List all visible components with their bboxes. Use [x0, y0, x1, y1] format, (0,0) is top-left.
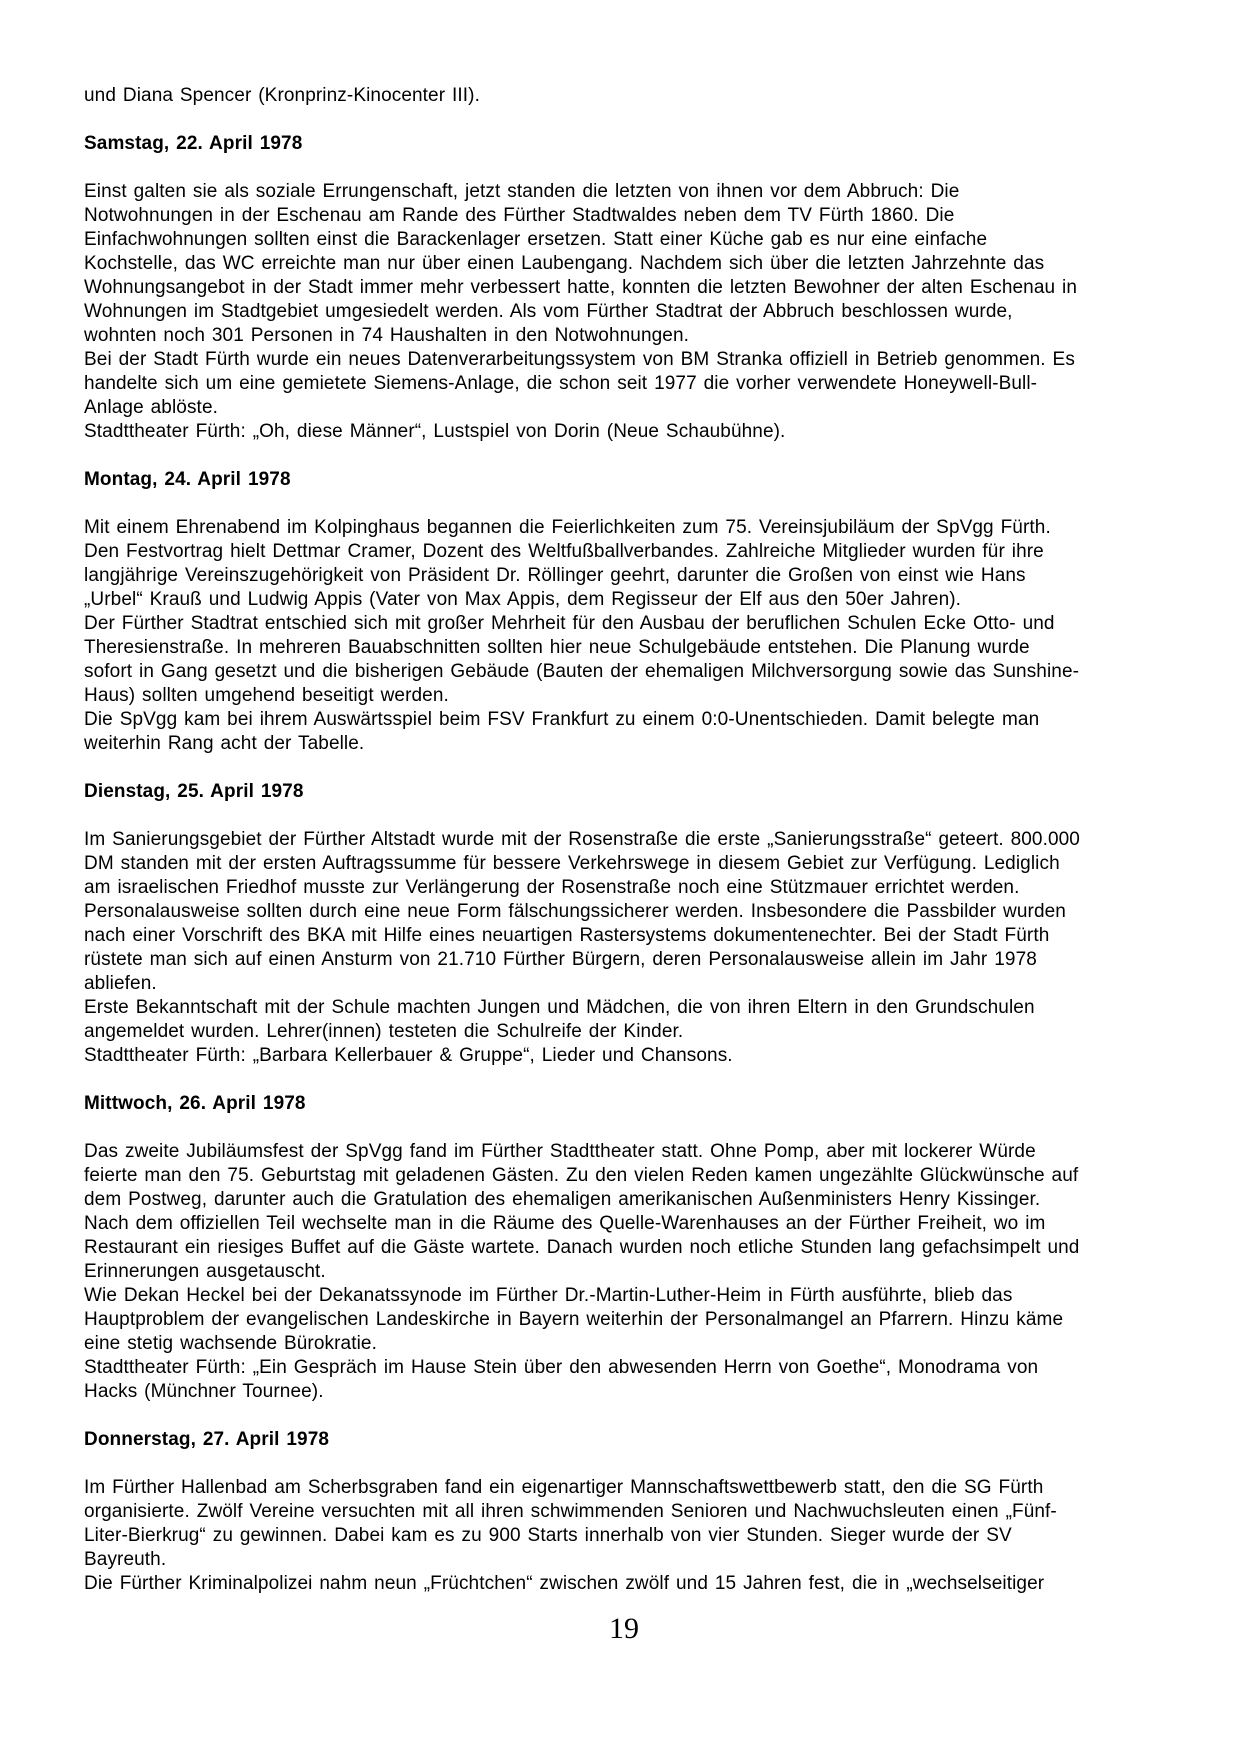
text-line: Einst galten sie als soziale Errungenschaft, jetzt standen die letzten von ihnen vor dem Abbruch: Die — [84, 181, 960, 202]
text-line: Erinnerungen ausgetauscht. — [84, 1261, 326, 1282]
text-line: Wohnungsangebot in der Stadt immer mehr verbessert hatte, konnten die letzten Bewohner der alten Eschenau in — [84, 277, 1078, 298]
text-line: Wohnungen im Stadtgebiet umgesiedelt werden. Als vom Fürther Stadtrat der Abbruch beschlossen wurde, — [84, 301, 1013, 322]
heading-samstag-22-april-1978: Samstag, 22. April 1978 — [84, 133, 303, 154]
text-line: dem Postweg, darunter auch die Gratulation des ehemaligen amerikanischen Außenministers Henry Kissinger. — [84, 1189, 1041, 1210]
text-line: sofort in Gang gesetzt und die bisherigen Gebäude (Bauten der ehemaligen Milchversorgung sowie das Sunshine- — [84, 661, 1080, 682]
text-line: weiterhin Rang acht der Tabelle. — [84, 733, 365, 754]
text-line: Bei der Stadt Fürth wurde ein neues Datenverarbeitungssystem von BM Stranka offiziell in Betrieb genommen. Es — [84, 349, 1075, 370]
text-line: Den Festvortrag hielt Dettmar Cramer, Dozent des Weltfußballverbandes. Zahlreiche Mitglieder wurden für ihre — [84, 541, 1044, 562]
text-line: Liter-Bierkrug“ zu gewinnen. Dabei kam es zu 900 Starts innerhalb von vier Stunden. Sieger wurde der SV — [84, 1525, 1012, 1546]
text-line: Theresienstraße. In mehreren Bauabschnitten sollten hier neue Schulgebäude entstehen. Die Planung wurde — [84, 637, 1030, 658]
text-line: rüstete man sich auf einen Ansturm von 21.710 Fürther Bürgern, deren Personalausweise allein im Jahr 1978 — [84, 949, 1037, 970]
heading-mittwoch-26-april-1978: Mittwoch, 26. April 1978 — [84, 1093, 306, 1114]
text-line: Haus) sollten umgehend beseitigt werden. — [84, 685, 449, 706]
text-line: nach einer Vorschrift des BKA mit Hilfe eines neuartigen Rastersystems dokumentenechter. Bei der Stadt Fürth — [84, 925, 1050, 946]
heading-montag-24-april-1978: Montag, 24. April 1978 — [84, 469, 291, 490]
text-line: Erste Bekanntschaft mit der Schule machten Jungen und Mädchen, die von ihren Eltern in den Grundschulen — [84, 997, 1035, 1018]
heading-donnerstag-27-april-1978: Donnerstag, 27. April 1978 — [84, 1429, 330, 1450]
page-content — [84, 84, 1164, 1596]
text-line: wohnten noch 301 Personen in 74 Haushalten in den Notwohnungen. — [84, 325, 690, 346]
text-line: „Urbel“ Krauß und Ludwig Appis (Vater von Max Appis, dem Regisseur der Elf aus den 50er Jahren). — [84, 589, 962, 610]
text-line: Kochstelle, das WC erreichte man nur über einen Laubengang. Nachdem sich über die letzten Jahrzehnte das — [84, 253, 1045, 274]
text-line: Stadttheater Fürth: „Oh, diese Männer“, Lustspiel von Dorin (Neue Schaubühne). — [84, 421, 786, 442]
text-line: Die Fürther Kriminalpolizei nahm neun „Früchtchen“ zwischen zwölf und 15 Jahren fest, die in „wechselseitiger — [84, 1573, 1045, 1594]
intro-line: und Diana Spencer (Kronprinz-Kinocenter III). — [84, 85, 480, 106]
text-line: handelte sich um eine gemietete Siemens-Anlage, die schon seit 1977 die vorher verwendete Honeywell-Bull- — [84, 373, 1038, 394]
text-line: Bayreuth. — [84, 1549, 167, 1570]
text-line: organisierte. Zwölf Vereine versuchten mit all ihren schwimmenden Senioren und Nachwuchsleuten einen „Fünf- — [84, 1501, 1057, 1522]
text-line: Notwohnungen in der Eschenau am Rande des Fürther Stadtwaldes neben dem TV Fürth 1860. Die — [84, 205, 955, 226]
text-line: Stadttheater Fürth: „Ein Gespräch im Hause Stein über den abwesenden Herrn von Goethe“, Monodrama von — [84, 1357, 1039, 1378]
text-line: Anlage ablöste. — [84, 397, 218, 418]
text-line: langjährige Vereinszugehörigkeit von Präsident Dr. Röllinger geehrt, darunter die Großen von einst wie Hans — [84, 565, 1026, 586]
text-line: Im Sanierungsgebiet der Fürther Altstadt wurde mit der Rosenstraße die erste „Sanierungsstraße“ geteert. 800.000 — [84, 829, 1080, 850]
text-line: Restaurant ein riesiges Buffet auf die Gäste wartete. Danach wurden noch etliche Stunden lang gefachsimpelt und — [84, 1237, 1080, 1258]
text-line: Hacks (Münchner Tournee). — [84, 1381, 324, 1402]
text-line: Das zweite Jubiläumsfest der SpVgg fand im Fürther Stadttheater statt. Ohne Pomp, aber mit lockerer Würde — [84, 1141, 1036, 1162]
text-line: Der Fürther Stadtrat entschied sich mit großer Mehrheit für den Ausbau der beruflichen Schulen Ecke Otto- und — [84, 613, 1055, 634]
heading-dienstag-25-april-1978: Dienstag, 25. April 1978 — [84, 781, 304, 802]
page-number: 19 — [609, 1612, 639, 1645]
text-line: Die SpVgg kam bei ihrem Auswärtsspiel beim FSV Frankfurt zu einem 0:0-Unentschieden. Damit belegte man — [84, 709, 1040, 730]
text-line: am israelischen Friedhof musste zur Verlängerung der Rosenstraße noch eine Stützmauer errichtet werden. — [84, 877, 1020, 898]
text-line: Wie Dekan Heckel bei der Dekanatssynode im Fürther Dr.-Martin-Luther-Heim in Fürth ausführte, blieb das — [84, 1285, 1013, 1306]
text-line: DM standen mit der ersten Auftragssumme für bessere Verkehrswege in diesem Gebiet zur Verfügung. Lediglich — [84, 853, 1060, 874]
text-line: Im Fürther Hallenbad am Scherbsgraben fand ein eigenartiger Mannschaftswettbewerb statt, den die SG Fürth — [84, 1477, 1044, 1498]
text-line: abliefen. — [84, 973, 157, 994]
text-line: angemeldet wurden. Lehrer(innen) testeten die Schulreife der Kinder. — [84, 1021, 684, 1042]
text-line: Hauptproblem der evangelischen Landeskirche in Bayern weiterhin der Personalmangel an Pfarrern. Hinzu käme — [84, 1309, 1064, 1330]
text-line: feierte man den 75. Geburtstag mit geladenen Gästen. Zu den vielen Reden kamen ungezählte Glückwünsche auf — [84, 1165, 1079, 1186]
text-line: Stadttheater Fürth: „Barbara Kellerbauer & Gruppe“, Lieder und Chansons. — [84, 1045, 733, 1066]
text-line: Personalausweise sollten durch eine neue Form fälschungssicherer werden. Insbesondere die Passbilder wurden — [84, 901, 1066, 922]
text-line: Nach dem offiziellen Teil wechselte man in die Räume des Quelle-Warenhauses an der Fürther Freiheit, wo im — [84, 1213, 1046, 1234]
text-line: eine stetig wachsende Bürokratie. — [84, 1333, 377, 1354]
text-line: Einfachwohnungen sollten einst die Barackenlager ersetzen. Statt einer Küche gab es nur eine einfache — [84, 229, 988, 250]
text-line: Mit einem Ehrenabend im Kolpinghaus begannen die Feierlichkeiten zum 75. Vereinsjubiläum der SpVgg Fürth. — [84, 517, 1051, 538]
